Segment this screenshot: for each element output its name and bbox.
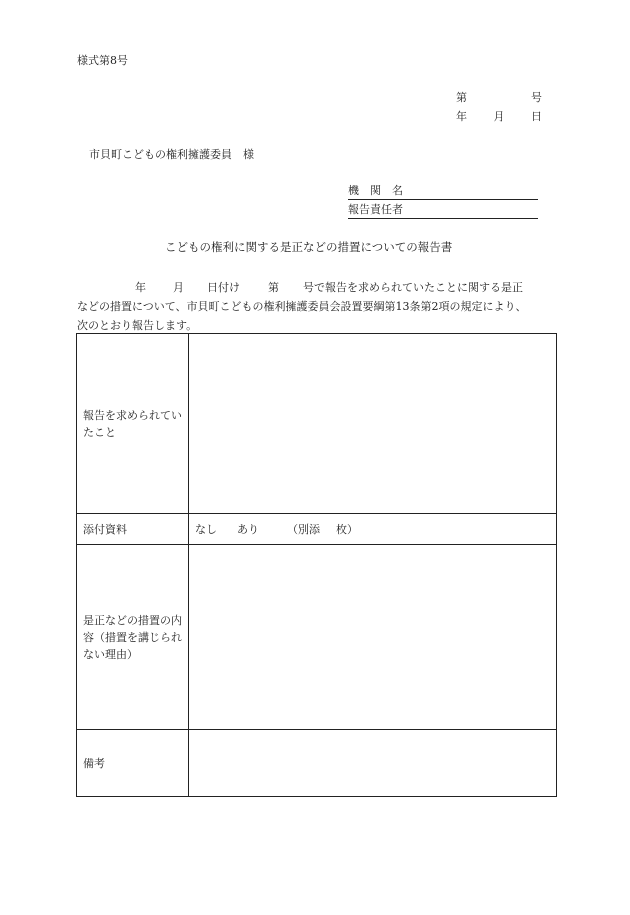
addressee: 市貝町こどもの権利擁護委員 様 — [89, 148, 254, 161]
attachments-separate: （別添 — [287, 522, 320, 536]
requested-label: 報告を求められていたこと — [77, 334, 189, 514]
document-number — [456, 92, 542, 103]
body-no: 第 — [268, 281, 279, 294]
body-month: 月 — [173, 281, 184, 294]
responsible-person-field[interactable] — [348, 204, 538, 219]
doc-number-suffix: 号 — [531, 91, 542, 104]
org-name-field[interactable] — [348, 185, 538, 200]
document-date — [456, 111, 542, 122]
body-line-3: 次のとおり報告します。 — [77, 319, 198, 332]
attachments-none[interactable]: なし — [195, 522, 217, 536]
report-table — [76, 333, 557, 797]
remarks-label: 備考 — [77, 730, 189, 797]
responsible-label: 報告責任者 — [348, 203, 403, 216]
body-dated: 日付け — [207, 281, 240, 294]
body-line-2: などの措置について、市貝町こどもの権利擁護委員会設置要綱第13条第2項の規定により、 — [77, 300, 527, 313]
org-name-label: 機 関 名 — [348, 184, 403, 197]
table-row — [77, 730, 557, 797]
body-year: 年 — [135, 281, 146, 294]
body-line-1 — [77, 278, 555, 297]
table-row — [77, 334, 557, 514]
body-rest: 号で報告を求められていたことに関する是正 — [303, 281, 523, 294]
attachments-content-cell[interactable] — [189, 514, 557, 545]
form-number: 様式第8号 — [77, 54, 128, 67]
remarks-content-cell[interactable] — [189, 730, 557, 797]
report-title: こどもの権利に関する是正などの措置についての報告書 — [165, 240, 453, 254]
table-row — [77, 514, 557, 545]
date-day: 日 — [531, 110, 542, 123]
attachments-count: 枚） — [336, 522, 358, 536]
table-row — [77, 545, 557, 730]
requested-content-cell[interactable] — [189, 334, 557, 514]
attachments-yes[interactable]: あり — [237, 522, 259, 536]
measures-label: 是正などの措置の内容（措置を講じられない理由） — [77, 545, 189, 730]
date-year: 年 — [456, 110, 467, 123]
body-text — [77, 278, 555, 335]
date-month: 月 — [493, 110, 505, 123]
measures-content-cell[interactable] — [189, 545, 557, 730]
doc-number-prefix: 第 — [456, 91, 467, 104]
attachments-label: 添付資料 — [77, 514, 189, 545]
